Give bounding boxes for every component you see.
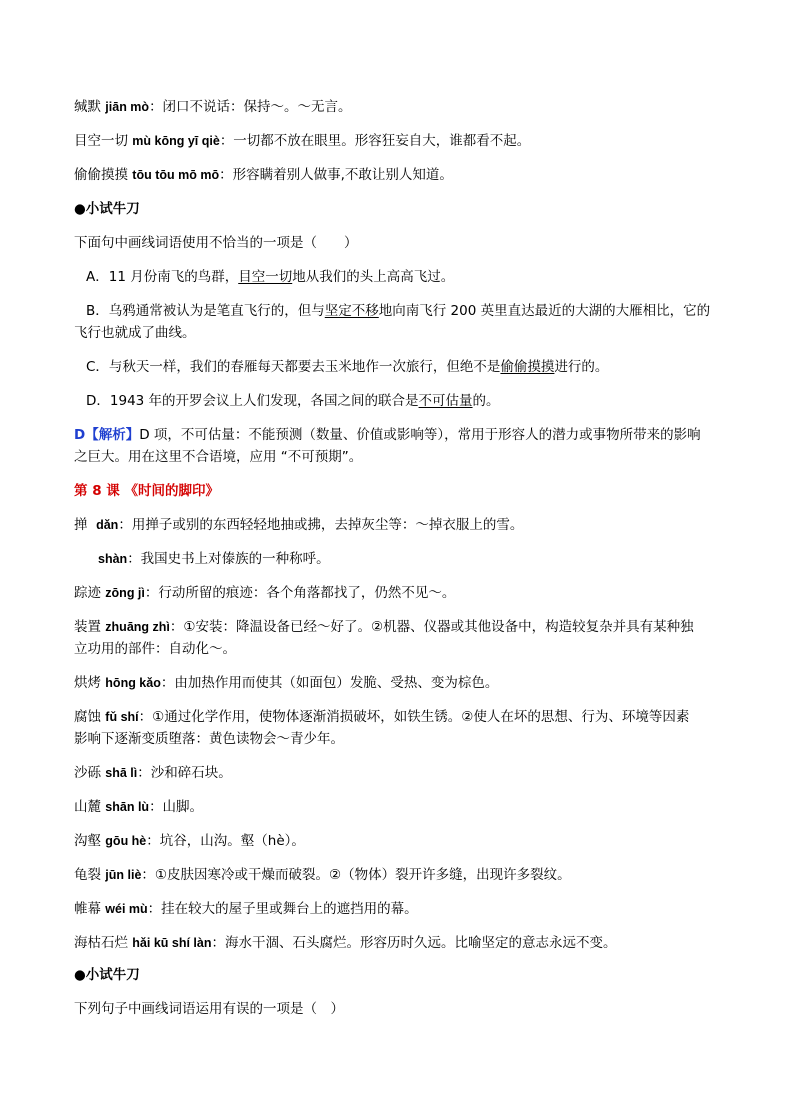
vocab-word: 偷偷摸摸 (74, 167, 128, 183)
vocab-word: 装置 (74, 619, 101, 635)
option-text: B．乌鸦通常被认为是笔直飞行的，但与 (86, 303, 325, 319)
vocab-pinyin: zhuāng zhì (105, 620, 170, 634)
option-text: 地从我们的头上高高飞过。 (292, 269, 455, 285)
vocab-definition: ：闭口不说话：保持～。～无言。 (149, 99, 352, 115)
vocab-pinyin: tōu tōu mō mō (132, 168, 220, 182)
vocab-pinyin: fǔ shí (105, 710, 139, 724)
vocab-entry (74, 166, 453, 184)
option-text: 的。 (472, 393, 500, 409)
vocab-word: 踪迹 (74, 585, 101, 601)
vocab-pinyin: zōng jì (105, 586, 145, 600)
option-text: A．11 月份南飞的鸟群， (86, 269, 239, 285)
answer-text: D 项，不可估量：不能预测（数量、价值或影响等），常用于形容人的潜力或事物所带来的影响 (139, 427, 701, 443)
vocab-entry (74, 674, 498, 692)
vocab-definition: ：①安装：降温设备已经～好了。②机器、仪器或其他设备中，构造较复杂并具有某种独 (169, 619, 694, 635)
vocab-definition: ：一切都不放在眼里。形容狂妄自大，谁都看不起。 (219, 133, 531, 149)
underlined-term: 不可估量 (418, 393, 473, 409)
vocab-definition: ：海水干涸、石头腐烂。形容历时久远。比喻坚定的意志永远不变。 (211, 935, 617, 951)
vocab-definition: ：山脚。 (149, 799, 204, 815)
vocab-pinyin: jūn liè (105, 868, 142, 882)
vocab-entry (74, 618, 694, 636)
vocab-definition: ：我国史书上对傣族的一种称呼。 (127, 551, 330, 567)
underlined-term: 目空一切 (238, 269, 293, 285)
vocab-entry (74, 900, 418, 918)
answer-letter: D (74, 427, 86, 443)
option-c (86, 358, 608, 376)
vocab-word: 山麓 (74, 799, 101, 815)
vocab-word: 烘烤 (74, 675, 101, 691)
vocab-word: 沟壑 (74, 833, 101, 849)
vocab-definition: ：坑谷，山沟。壑（hè）。 (146, 833, 305, 849)
vocab-entry (74, 98, 352, 116)
vocab-definition: ：沙和碎石块。 (137, 765, 232, 781)
underlined-term: 坚定不移 (324, 303, 379, 319)
underlined-term: 偷偷摸摸 (500, 359, 555, 375)
vocab-definition: ：挂在较大的屋子里或舞台上的遮挡用的幕。 (147, 901, 418, 917)
vocab-pinyin: hǎi kū shí làn (132, 936, 212, 950)
vocab-word: 目空一切 (74, 133, 128, 149)
option-d (86, 392, 500, 410)
vocab-word: 海枯石烂 (74, 935, 128, 951)
vocab-definition: ：用掸子或别的东西轻轻地抽或拂，去掉灰尘等：～掉衣服上的雪。 (118, 517, 524, 533)
vocab-pinyin: wéi mù (105, 902, 148, 916)
vocab-pinyin: shàn (98, 552, 128, 566)
vocab-definition: ：①皮肤因寒冷或干燥而破裂。②（物体）裂开许多缝，出现许多裂纹。 (141, 867, 571, 883)
vocab-pinyin: gōu hè (105, 834, 147, 848)
vocab-pinyin: mù kōng yī qiè (132, 134, 220, 148)
vocab-entry (98, 550, 330, 568)
answer-text-continued: 之巨大。用在这里不合语境，应用 “不可预期”。 (74, 449, 363, 465)
option-text: 地向南飞行 200 英里直达最近的大湖的大雁相比，它的 (378, 303, 711, 319)
vocab-entry (74, 584, 455, 602)
option-b (86, 302, 710, 320)
vocab-pinyin: shān lù (105, 800, 150, 814)
vocab-pinyin: hōng kǎo (105, 676, 161, 690)
vocab-entry (74, 708, 689, 726)
quiz-question: 下面句中画线词语使用不恰当的一项是（ ） (74, 235, 358, 251)
vocab-definition: ：由加热作用而使其（如面包）发脆、受热、变为棕色。 (160, 675, 499, 691)
vocab-entry (74, 934, 616, 952)
vocab-word: 沙砾 (74, 765, 101, 781)
lesson-title: 第 8 课 《时间的脚印》 (74, 483, 219, 499)
option-text: C．与秋天一样，我们的春雁每天都要去玉米地作一次旅行，但绝不是 (86, 359, 501, 375)
vocab-definition: ：形容瞒着别人做事,不敢让别人知道。 (219, 167, 453, 183)
vocab-entry (74, 798, 203, 816)
vocab-entry (74, 866, 571, 884)
option-a (86, 268, 454, 286)
vocab-word: 帷幕 (74, 901, 101, 917)
vocab-pinyin: shā lì (105, 766, 138, 780)
option-b-continued: 飞行也就成了曲线。 (74, 325, 196, 341)
quiz-heading: ●小试牛刀 (74, 967, 140, 983)
vocab-word: 掸 (74, 517, 88, 533)
quiz-heading: ●小试牛刀 (74, 201, 140, 217)
vocab-definition-continued: 立功用的部件：自动化～。 (74, 641, 236, 657)
vocab-entry (74, 132, 530, 150)
vocab-word: 龟裂 (74, 867, 101, 883)
vocab-word: 腐蚀 (74, 709, 101, 725)
option-text: 进行的。 (554, 359, 609, 375)
answer-explanation (74, 426, 701, 444)
vocab-word: 缄默 (74, 99, 101, 115)
vocab-definition: ：①通过化学作用，使物体逐渐消损破坏，如铁生锈。②使人在坏的思想、行为、环境等因素 (138, 709, 690, 725)
vocab-pinyin: dǎn (96, 518, 119, 532)
vocab-entry (74, 764, 232, 782)
answer-tag: 【解析】 (85, 427, 140, 443)
vocab-pinyin: jiān mò (105, 100, 150, 114)
option-text: D．1943 年的开罗会议上人们发现，各国之间的联合是 (86, 393, 419, 409)
vocab-definition-continued: 影响下逐渐变质堕落：黄色读物会～青少年。 (74, 731, 344, 747)
vocab-entry (74, 516, 523, 534)
quiz-question: 下列句子中画线词语运用有误的一项是（ ） (74, 1001, 344, 1017)
vocab-definition: ：行动所留的痕迹：各个角落都找了，仍然不见～。 (144, 585, 456, 601)
vocab-entry (74, 832, 305, 850)
